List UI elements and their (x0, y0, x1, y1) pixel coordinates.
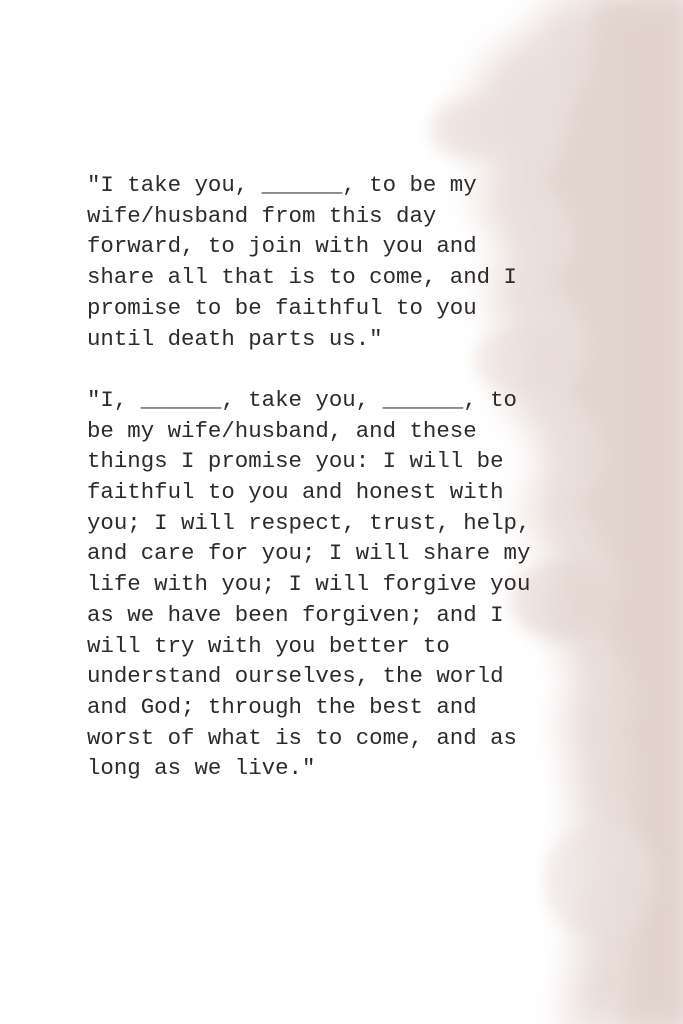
vows-text-block (87, 170, 617, 784)
vow-paragraph-2: "I, ______, take you, ______, to be my wife/husband, and these things I promise you: I will be faithful to you and honest with you; I will respect, trust, help, and care for you; I will share my life with you; I will forgive you as we have been forgiven; and I will try with you better to understand ourselves, the world and God; through the best and worst of what is to come, and as long as we live." (87, 386, 531, 782)
vow-paragraph-1: "I take you, ______, to be my wife/husband from this day forward, to join with you and share all that is to come, and I promise to be faithful to you until death parts us." (87, 172, 517, 352)
